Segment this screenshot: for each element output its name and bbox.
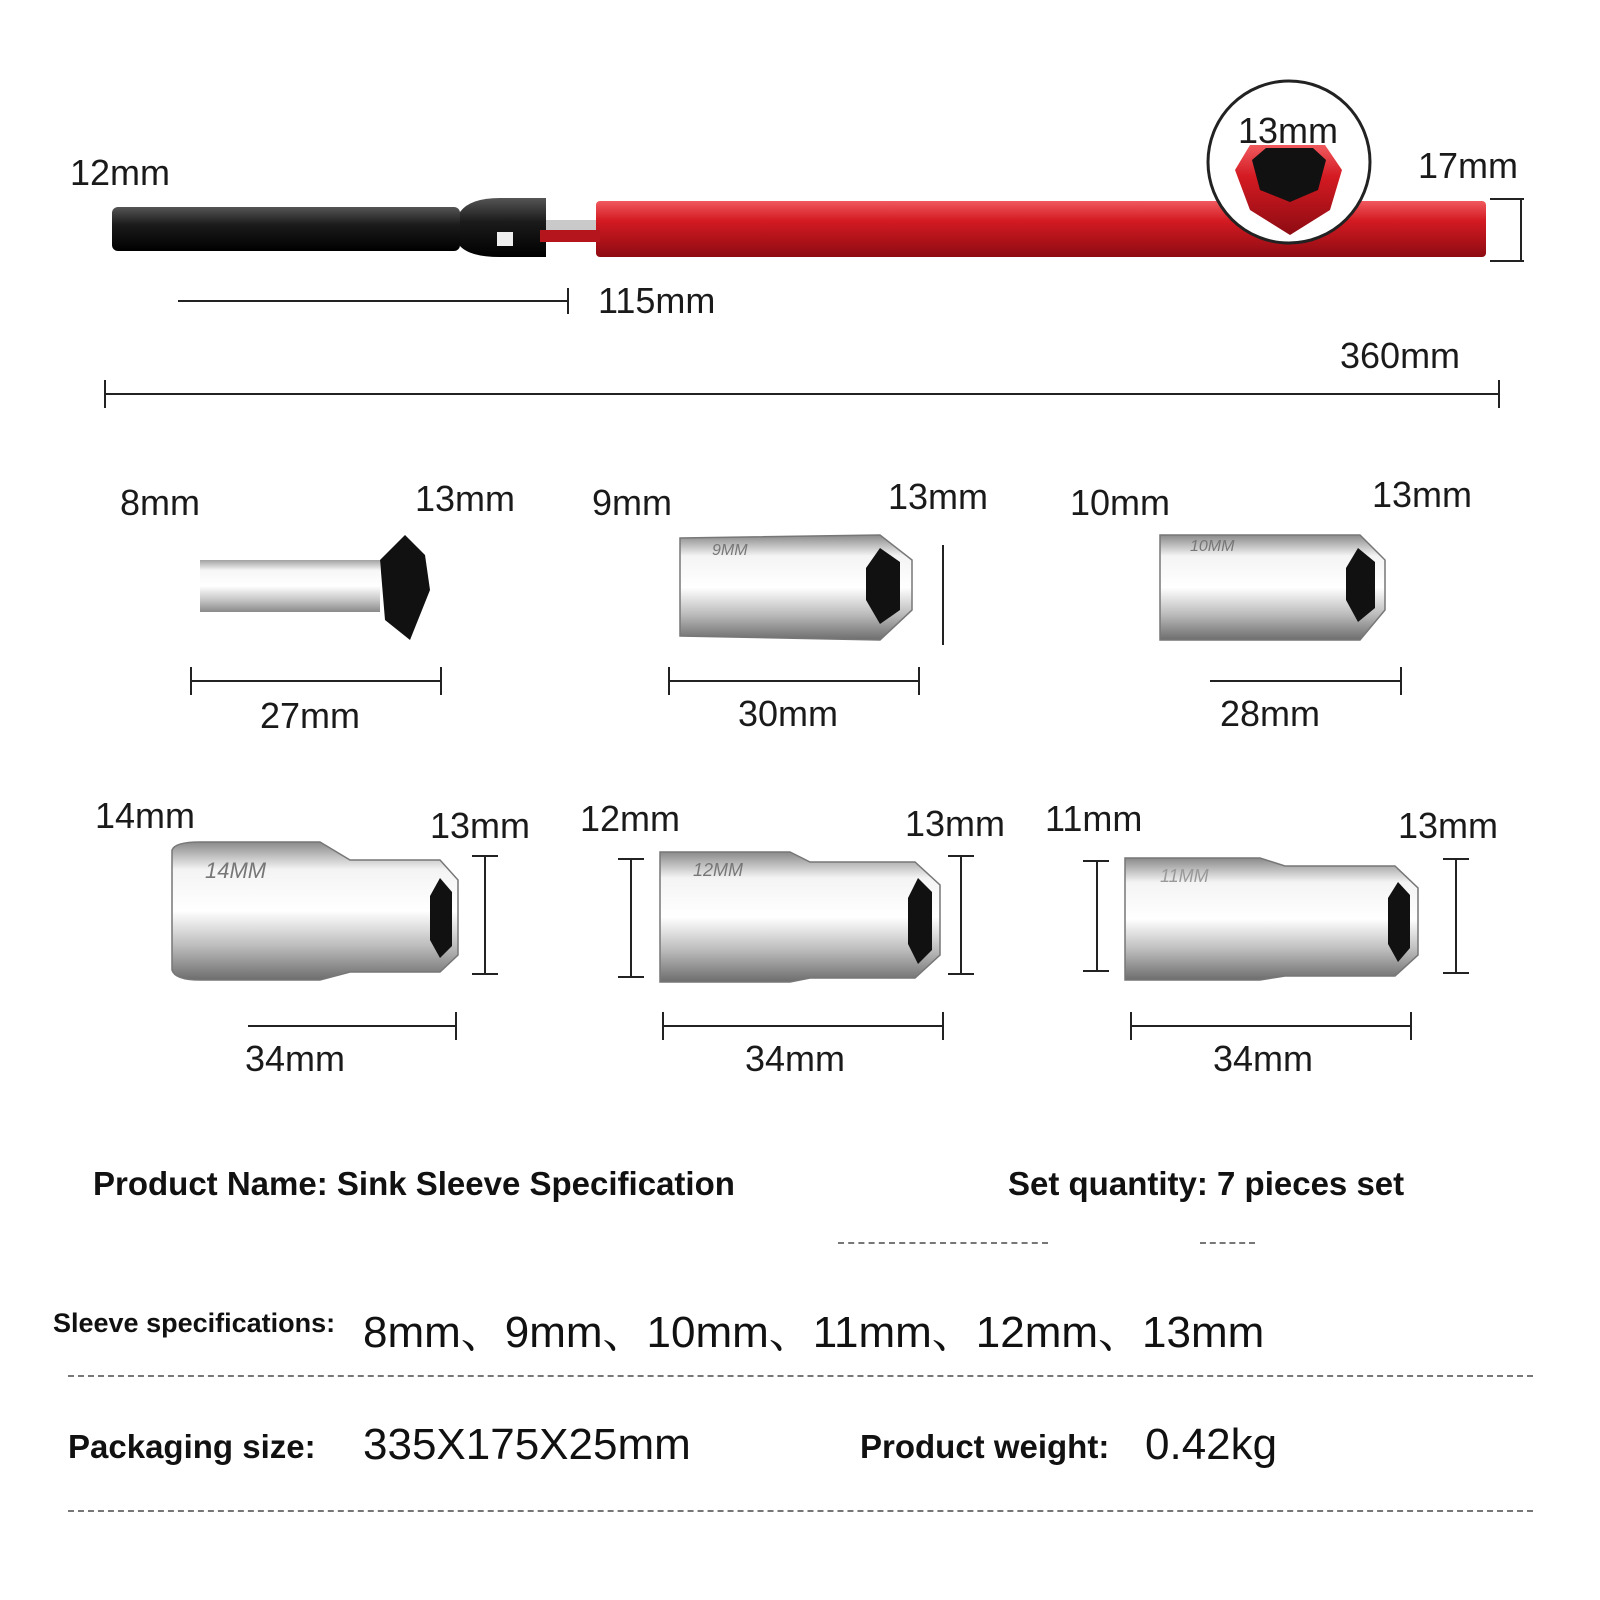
sleeve-10mm-length-line: [1210, 680, 1402, 682]
tick: [1443, 972, 1469, 974]
tick: [948, 973, 974, 975]
packaging-value: 335X175X25mm: [363, 1420, 691, 1469]
divider-2: [68, 1510, 1533, 1512]
tick: [1083, 970, 1109, 972]
head-height-tick-top: [1490, 198, 1524, 200]
set-quantity-label: Set quantity:: [1008, 1165, 1208, 1202]
sleeve-12mm-length-line: [662, 1025, 944, 1027]
sleeve-11mm-length: 34mm: [1213, 1038, 1314, 1079]
divider-short: [838, 1242, 1048, 1244]
sleeve-14mm-length: 34mm: [245, 1038, 346, 1079]
tick: [455, 1012, 457, 1040]
sleeve-10mm-end-a: 10mm: [1070, 482, 1171, 523]
tick: [668, 667, 670, 695]
sleeve-9mm-end-a: 9mm: [592, 482, 672, 523]
product-name-label: Product Name:: [93, 1165, 328, 1202]
total-length-tick-left: [104, 380, 106, 408]
tick: [948, 855, 974, 857]
head-height-marker: [1520, 198, 1522, 262]
total-length-tick-right: [1498, 380, 1500, 408]
weight-value: 0.42kg: [1145, 1420, 1278, 1469]
sleeve-11mm-end-b: 13mm: [1398, 805, 1499, 846]
wrench-grip: [112, 198, 596, 257]
divider-1: [68, 1375, 1533, 1377]
head-height-tick-bottom: [1490, 260, 1524, 262]
divider-tiny: [1200, 1242, 1255, 1244]
sleeve-12mm-length: 34mm: [745, 1038, 846, 1079]
sleeve-11mm-stamp: 11MM: [1160, 866, 1209, 886]
tick: [918, 667, 920, 695]
tick: [1443, 858, 1469, 860]
sleeve-8mm-length: 27mm: [260, 695, 361, 736]
sleeve-11mm-length-line: [1130, 1025, 1412, 1027]
socket-detail-circle: [1208, 81, 1370, 243]
tick: [472, 855, 498, 857]
tick: [662, 1012, 664, 1040]
extension-length-label: 115mm: [598, 280, 716, 321]
tick: [618, 858, 644, 860]
sleeve-12mm-end-a: 12mm: [580, 798, 681, 839]
tick: [190, 667, 192, 695]
sleeve-11mm-height-marker-right: [1455, 858, 1457, 974]
sleeve-spec-value: 8mm、9mm、10mm、11mm、12mm、13mm: [363, 1308, 1265, 1357]
tick: [618, 976, 644, 978]
sleeve-14mm-end-b: 13mm: [430, 805, 531, 846]
handle-diameter-label: 12mm: [70, 152, 171, 193]
tick: [1410, 1012, 1412, 1040]
sleeve-9mm-stamp: 9MM: [712, 542, 748, 559]
product-name-value: Sink Sleeve Specification: [336, 1165, 735, 1202]
sleeve-8mm-illustration: [200, 535, 430, 640]
tick: [440, 667, 442, 695]
set-quantity-row: [1008, 1165, 1404, 1203]
tick: [472, 973, 498, 975]
sleeve-10mm-length: 28mm: [1220, 693, 1321, 734]
extension-length-tick: [567, 288, 569, 314]
sleeve-8mm-end-b: 13mm: [415, 478, 516, 519]
sleeve-14mm-stamp: 14MM: [205, 858, 267, 883]
tick: [1130, 1012, 1132, 1040]
extension-length-line: [178, 300, 568, 302]
sleeve-9mm-length-line: [668, 680, 920, 682]
total-length-line: [104, 393, 1500, 395]
sleeve-10mm-stamp: 10MM: [1190, 538, 1235, 555]
sleeve-9mm-end-b: 13mm: [888, 476, 989, 517]
sleeve-12mm-stamp: 12MM: [693, 860, 744, 880]
sleeve-14mm-end-a: 14mm: [95, 795, 196, 836]
sleeve-spec-label: Sleeve specifications:: [53, 1308, 336, 1338]
sleeve-14mm-length-line: [248, 1025, 456, 1027]
sleeve-12mm-end-b: 13mm: [905, 803, 1006, 844]
sleeve-9mm-length: 30mm: [738, 693, 839, 734]
tick: [942, 1012, 944, 1040]
packaging-label: Packaging size:: [68, 1428, 316, 1465]
socket-inner-label: 13mm: [1238, 110, 1339, 151]
total-length-label: 360mm: [1340, 335, 1461, 376]
sleeve-11mm-end-a: 11mm: [1045, 798, 1143, 839]
weight-label: Product weight:: [860, 1428, 1110, 1465]
sleeve-8mm-end-a: 8mm: [120, 482, 200, 523]
head-height-label: 17mm: [1418, 145, 1519, 186]
sleeve-9mm-height-marker: [942, 545, 944, 645]
sleeve-10mm-end-b: 13mm: [1372, 474, 1473, 515]
sleeve-14mm-height-marker: [484, 855, 486, 975]
sleeve-8mm-length-line: [190, 680, 442, 682]
sleeve-12mm-height-marker-right: [960, 855, 962, 975]
tick: [1083, 860, 1109, 862]
sleeve-12mm-height-marker-left: [630, 858, 632, 978]
product-name-row: [93, 1165, 735, 1203]
set-quantity-value: 7 pieces set: [1217, 1165, 1405, 1202]
tick: [1400, 667, 1402, 695]
sleeve-11mm-height-marker-left: [1096, 860, 1098, 972]
